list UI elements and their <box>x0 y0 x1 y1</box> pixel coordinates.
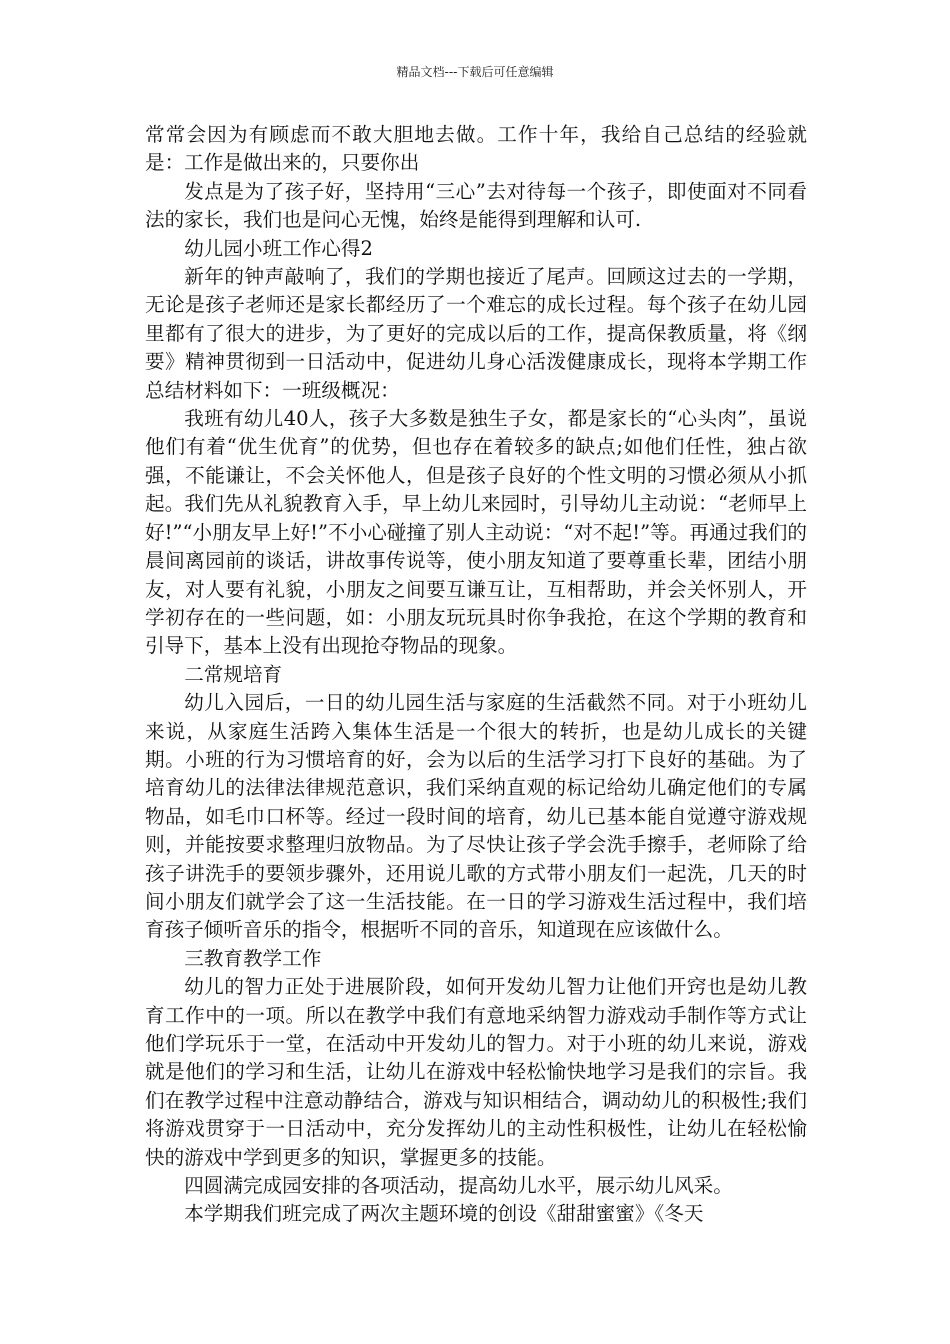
section-heading: 四圆满完成园安排的各项活动，提高幼儿水平，展示幼儿风采。 <box>184 1174 733 1198</box>
paragraph: 发点是为了孩子好，坚持用“三心”去对待每一个孩子，即使面对不同看法的家长，我们也是问心无愧，始终是能得到理解和认可. <box>145 179 807 232</box>
paragraph: 我班有幼儿40人，孩子大多数是独生子女，都是家长的“心头肉”，虽说他们有着“优生优育”的优势，但也存在着较多的缺点;如他们任性，独占欲强，不能谦让，不会关怀他人，但是孩子良好的个性文明的习惯必须从小抓起。我们先从礼貌教育入手，早上幼儿来园时，引导幼儿主动说：“老师早上好!”“小朋友早上好!”不小心碰撞了别人主动说：“对不起!”等。再通过我们的晨间离园前的谈话，讲故事传说等，使小朋友知道了要尊重长辈，团结小朋友，对人要有礼貌，小朋友之间要互谦互让，互相帮助，并会关怀别人，开学初存在的一些问题，如：小朋友玩玩具时你争我抢，在这个学期的教育和引导下，基本上没有出现抢夺物品的现象。 <box>145 407 807 658</box>
section-heading: 三教育教学工作 <box>184 946 322 970</box>
document-body <box>145 121 807 1229</box>
paragraph: 新年的钟声敲响了，我们的学期也接近了尾声。回顾这过去的一学期，无论是孩子老师还是家长都经历了一个难忘的成长过程。每个孩子在幼儿园里都有了很大的进步，为了更好的完成以后的工作，提高保教质量，将《纲要》精神贯彻到一日活动中，促进幼儿身心活泼健康成长，现将本学期工作总结材料如下：一班级概况： <box>145 265 807 402</box>
paragraph: 本学期我们班完成了两次主题环境的创设《甜甜蜜蜜》《冬天 <box>184 1202 704 1226</box>
section-heading: 二常规培育 <box>184 662 283 686</box>
section-title: 幼儿园小班工作心得2 <box>184 236 373 260</box>
paragraph-continuation: 常常会因为有顾虑而不敢大胆地去做。工作十年，我给自己总结的经验就是：工作是做出来的，只要你出 <box>145 123 807 175</box>
paragraph: 幼儿的智力正处于进展阶段，如何开发幼儿智力让他们开窍也是幼儿教育工作中的一项。所以在教学中我们有意地采纳智力游戏动手制作等方式让他们学玩乐于一堂，在活动中开发幼儿的智力。对于小班的幼儿来说，游戏就是他们的学习和生活，让幼儿在游戏中轻松愉快地学习是我们的宗旨。我们在教学过程中注意动静结合，游戏与知识相结合，调动幼儿的积极性;我们将游戏贯穿于一日活动中，充分发挥幼儿的主动性积极性，让幼儿在轻松愉快的游戏中学到更多的知识，掌握更多的技能。 <box>145 975 807 1169</box>
page-header: 精品文档---下载后可任意编辑 <box>396 65 554 79</box>
paragraph: 幼儿入园后，一日的幼儿园生活与家庭的生活截然不同。对于小班幼儿来说，从家庭生活跨入集体生活是一个很大的转折，也是幼儿成长的关键期。小班的行为习惯培育的好，会为以后的生活学习打下良好的基础。为了培育幼儿的法律法律规范意识，我们采纳直观的标记给幼儿确定他们的专属物品，如毛巾口杯等。经过一段时间的培育，幼儿已基本能自觉遵守游戏规则，并能按要求整理归放物品。为了尽快让孩子学会洗手擦手，老师除了给孩子讲洗手的要领步骤外，还用说儿歌的方式带小朋友们一起洗，几天的时间小朋友们就学会了这一生活技能。在一日的学习游戏生活过程中，我们培育孩子倾听音乐的指令，根据听不同的音乐，知道现在应该做什么。 <box>145 691 807 942</box>
